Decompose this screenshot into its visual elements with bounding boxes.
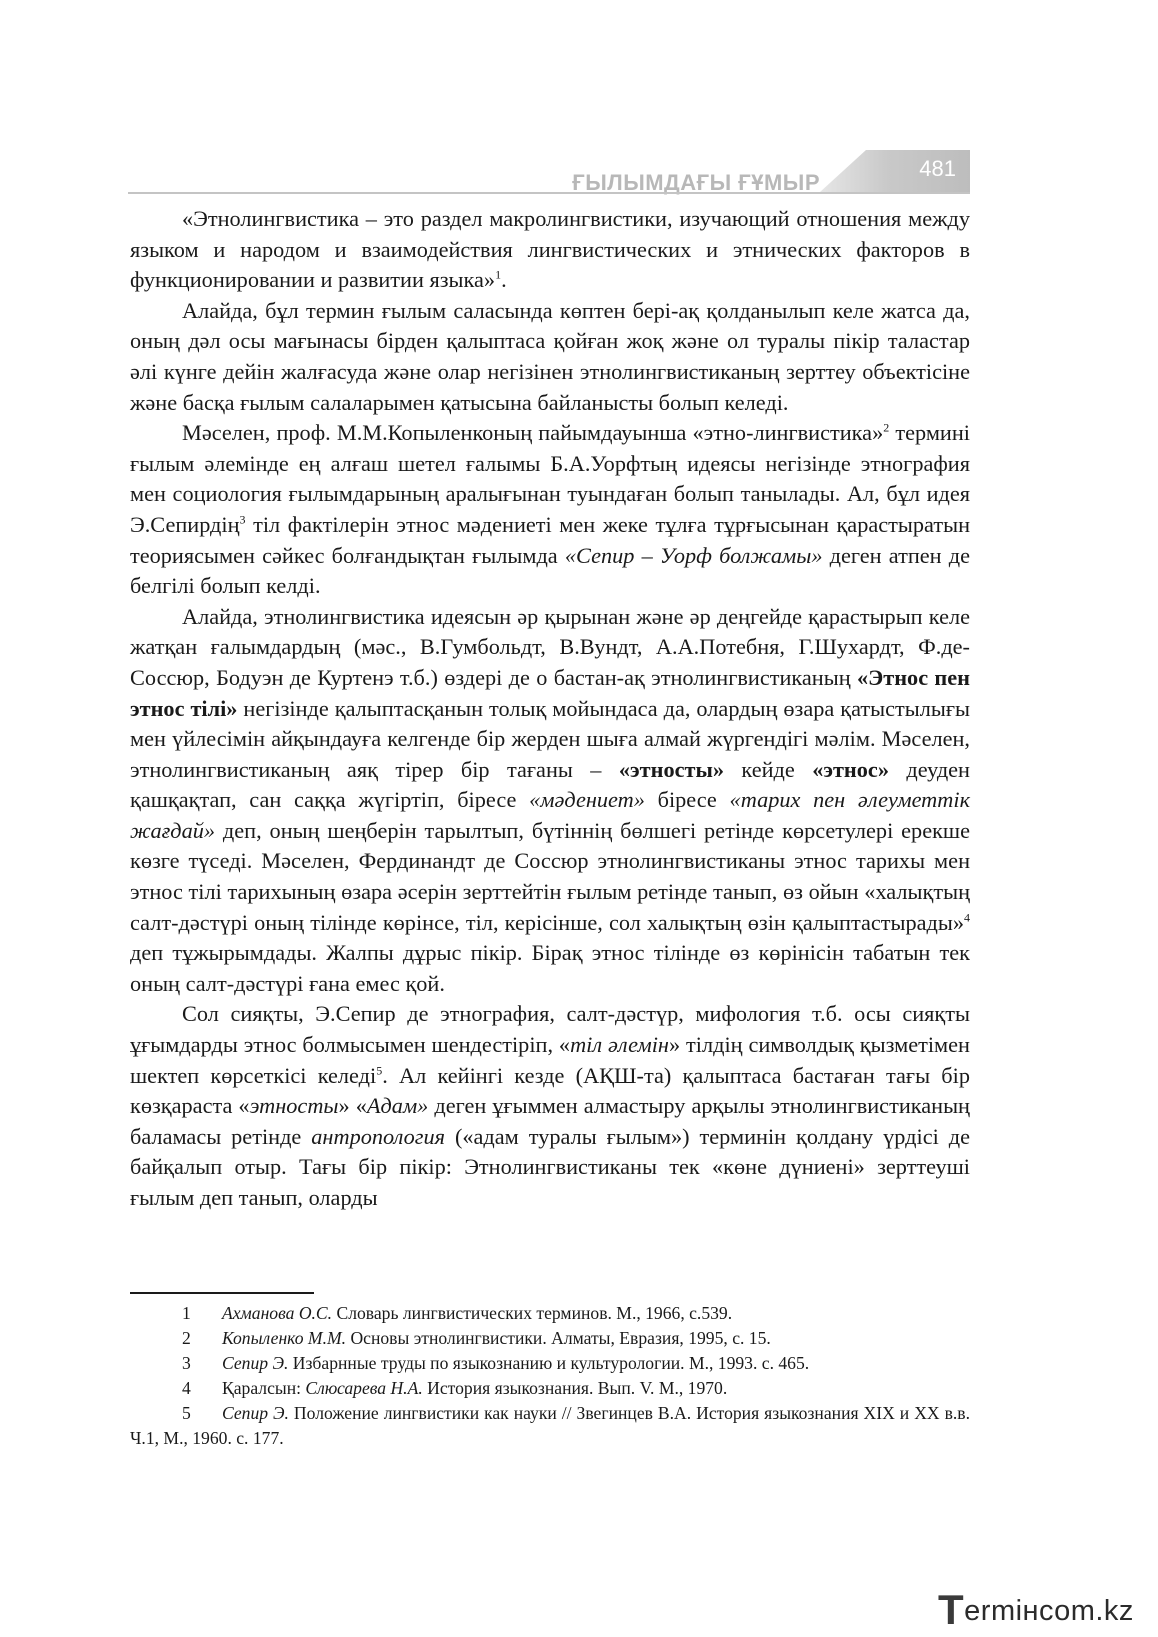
bold-term-ethnos-language: «Этнос пен этнос тілі» — [130, 664, 971, 721]
footnote-3 — [130, 1351, 970, 1376]
footnote-2 — [130, 1326, 970, 1351]
footnote-text: История языкознания. Вып. V. М., 1970. — [422, 1378, 728, 1398]
footnote-number: 3 — [182, 1353, 191, 1373]
paragraph-3-text-d: деген атпен де белгілі болып келді. — [130, 542, 970, 599]
paragraph-4-text-b: негізінде қалыптасқанын толық мойындаса да, олардың өзара қатыстылығы мен үйлесімін айқындауға келгенде бір жерден шыға алмай жүргендігі мәлім. Мәселен, этнолингвистиканың аяқ тірер бір тағаны – — [130, 695, 970, 782]
footnote-5 — [130, 1401, 970, 1451]
footnote-separator — [130, 1292, 314, 1294]
footnote-number: 4 — [182, 1378, 191, 1398]
bold-term-ethnos: «этнос» — [812, 756, 889, 782]
running-title: ҒЫЛЫМДАҒЫ ҒҰМЫР — [572, 170, 820, 195]
footnote-1 — [130, 1301, 970, 1326]
paragraph-4-text-e: біресе — [644, 787, 730, 813]
paragraph-3 — [130, 418, 970, 602]
italic-term-ethnosty: этносты — [249, 1093, 339, 1119]
paragraph-3-text-c: тіл фактілерін этнос мәдениеті мен жеке тұлға тұрғысынан қарастыратын теориясымен сәйкес болғандықтан ғылымда — [130, 511, 970, 568]
footnote-text: Словарь лингвистических терминов. М., 1966, с.539. — [332, 1303, 733, 1323]
paragraph-5 — [130, 999, 970, 1213]
italic-term-adam: Адам» — [366, 1093, 429, 1119]
footnote-author: Слюсарева Н.А. — [305, 1378, 423, 1398]
paragraph-1-text: «Этнолингвистика – это раздел макролингвистики, изучающий отношения между языком и народом и взаимодействия лингвистических и этнических факторов в функционировании и развитии языка» — [130, 206, 970, 293]
footnotes — [130, 1301, 970, 1451]
running-header — [128, 150, 970, 200]
paragraph-5-text-a: Сол сияқты, Э.Сепир де этнография, салт-дәстүр, мифология т.б. осы сияқты ұғымдарды этнос болмысымен шендестіріп, « — [130, 1001, 970, 1058]
italic-term-anthropology: антропология — [311, 1123, 445, 1149]
footnote-number: 1 — [182, 1303, 191, 1323]
page-number-tab — [820, 150, 970, 192]
paragraph-4-text-c: кейде — [724, 756, 813, 782]
bold-term-ethnosty: «этносты» — [618, 756, 724, 782]
paragraph-5-text-f: («адам туралы ғылым») терминін қолдану үрдісі де байқалып отыр. Тағы бір пікір: Этнолингвистиканы тек «көне дүниені» зерттеуші ғылым деп танып, оларды — [130, 1123, 970, 1210]
paragraph-2: Алайда, бұл термин ғылым саласында көптен бері-ақ қолданылып келе жатса да, оның дәл осы мағынасы бірден қалыптаса қойған жоқ және ол туралы пікір таластар әлі күнге дейін жалғасуда және олар негізінен этнолингвистиканың зерттеу объектісіне және басқа ғылым салаларымен қатысына байланысты болып келеді. — [130, 297, 970, 415]
watermark-domain: m.kz — [1070, 1595, 1134, 1627]
footnote-author: Ахманова О.С. — [222, 1303, 333, 1323]
italic-term-language-world: тіл әлемін — [570, 1032, 669, 1058]
footnote-number: 2 — [182, 1328, 191, 1348]
paragraph-5-text-c: . Ал кейінгі кезде (АҚШ-та) қалыптаса бастаған тағы бір көзқараста « — [130, 1062, 970, 1119]
paragraph-4 — [130, 602, 970, 1000]
footnote-ref-2: 2 — [883, 420, 890, 435]
paragraph-1 — [130, 204, 970, 296]
paragraph-3-text-b: термині ғылым әлемінде ең алғаш шетел ғалымы Б.А.Уорфтың идеясы негізінде этнография мен социология ғылымдарының аралығынан туындаған болып танылады. Ал, бұл идея Э.Сепирдің — [130, 420, 970, 537]
footnote-ref-4: 4 — [964, 910, 970, 925]
paragraph-4-text-a: Алайда, этнолингвистика идеясын әр қырынан және әр деңгейде қарастырып келе жатқан ғалымдардың (мәс., В.Гумбольдт, В.Вундт, А.А.Потебня, Г.Шухардт, Ф.де-Соссюр, Бодуэн де Куртенэ т.б.) өздері де о бастан-ақ этнолингвистиканың — [130, 603, 970, 690]
footnote-number: 5 — [182, 1403, 191, 1423]
footnote-4 — [130, 1376, 970, 1401]
watermark-initial: T — [938, 1586, 965, 1633]
body-text — [130, 204, 970, 1214]
paragraph-1-end: . — [501, 267, 507, 293]
footnote-prefix: Қаралсын: — [222, 1378, 306, 1398]
paragraph-5-text-d: » « — [338, 1093, 367, 1119]
italic-term-sapir-whorf: «Сепир – Уорф болжамы» — [564, 542, 823, 568]
magnifier-icon: o — [1054, 1595, 1071, 1627]
watermark-text: ermінc — [964, 1595, 1055, 1627]
header-rule — [128, 192, 970, 194]
termincom-watermark — [938, 1586, 1148, 1633]
footnote-author: Сепир Э. — [222, 1403, 289, 1423]
page-number: 481 — [919, 156, 956, 181]
italic-term-history-society: «тарих пен әлеуметтік жағдай» — [130, 787, 970, 843]
footnote-ref-3: 3 — [239, 512, 246, 527]
italic-term-culture: «мәдениет» — [529, 787, 645, 813]
footnote-author: Сепир Э. — [222, 1353, 289, 1373]
footnote-ref-5: 5 — [376, 1063, 383, 1078]
paragraph-5-text-e: деген ұғыммен алмастыру арқылы этнолингвистиканың баламасы ретінде — [130, 1093, 970, 1149]
footnote-text: Положение лингвистики как науки // Звегинцев В.А. История языкознания XIX и XX в.в. Ч.1, М., 1960. с. 177. — [130, 1403, 970, 1448]
paragraph-4-text-d: деуден қашқақтап, сан саққа жүгіртіп, біресе — [130, 756, 970, 813]
paragraph-3-text-a: Мәселен, проф. М.М.Копыленконың пайымдауынша «этно-лингвистика» — [182, 420, 884, 446]
paragraph-4-text-f: деп, оның шеңберін тарылтып, бүтіннің бөлшегі ретінде көрсетулері ерекше көзге түседі. Мәселен, Фердинандт де Соссюр этнолингвистиканы этнос тарихы мен этнос тілі тарихының өзара әсерін зерттейтін ғылым ретінде танып, өз ойын «халықтың салт-дәстүрі оның тілінде көрінсе, тіл, керісінше, сол халықтың өзін қалыптастырады» — [130, 817, 970, 935]
footnote-text: Избарнные труды по языкознанию и культурологии. М., 1993. с. 465. — [288, 1353, 810, 1373]
footnote-ref-1: 1 — [495, 267, 502, 282]
footnote-author: Копыленко М.М. — [222, 1328, 347, 1348]
paragraph-4-text-g: деп тұжырымдады. Жалпы дұрыс пікір. Бірақ этнос тілінде өз көрінісін табатын тек оның салт-дәстүрі ғана емес қой. — [130, 940, 970, 996]
footnote-text: Основы этнолингвистики. Алматы, Евразия, 1995, с. 15. — [346, 1328, 771, 1348]
paragraph-5-text-b: » тілдің символдық қызметімен шектеп көрсеткісі келеді — [130, 1032, 970, 1088]
